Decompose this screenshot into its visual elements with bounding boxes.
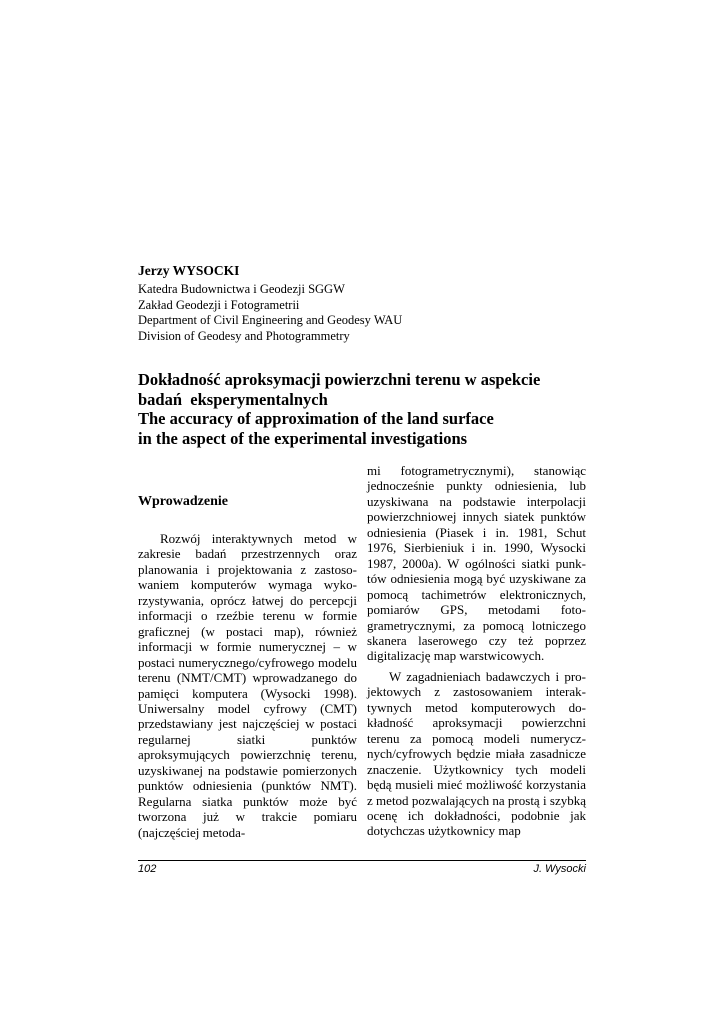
running-author: J. Wysocki	[533, 863, 586, 875]
section-heading: Wprowadzenie	[138, 494, 228, 509]
page-number: 102	[138, 863, 157, 875]
affiliation-line: Zakład Geodezji i Fotogrametrii	[138, 297, 300, 312]
body-paragraph: mi fotogrametrycznymi), stanowiąc jednocześnie punkty odniesienia, lub uzyskiwana na podstawie interpolacji powierzchniowej innych siatek punktów odniesienia (Piasek i in. 1981, Schut 1976, Sierbieniuk i in. 1990, Wysocki 1987, 2000a). W ogólności siatki punktów odniesienia mogą być uzyskiwane za pomocą tachimetrów elektronicznych, pomiarów GPS, metodami fotogrametrycznymi, za pomocą lotniczego skanera laserowego czy też poprzez digitalizację map warstwicowych.	[367, 463, 586, 664]
title-line-english-1: The accuracy of approximation of the land surface	[138, 409, 494, 428]
affiliation-block	[138, 282, 598, 344]
affiliation-line: Katedra Budownictwa i Geodezji SGGW	[138, 282, 345, 296]
affiliation-line: Department of Civil Engineering and Geodesy WAU	[138, 313, 403, 327]
paper-title	[138, 370, 598, 448]
left-column	[138, 463, 357, 840]
title-line-english-2: in the aspect of the experimental investigations	[138, 428, 468, 448]
body-paragraph: Rozwój interaktywnych metod w zakresie badań przestrzennych oraz planowania i projektowania z zastosowaniem komputerów wymaga wykorzystywania, oprócz łatwej do percepcji informacji o rzeźbie terenu w formie graficznej (w postaci map), również informacji w formie numerycznej – w postaci numerycznego/cyfrowego modelu terenu (NMT/CMT) wprowadzanego do pamięci komputera (Wysocki 1998). Uniwersalny model cyfrowy (CMT) przedstawiany jest najczęściej w postaci regularnej siatki punktów aproksymujących powierzchnię terenu, uzyskiwanej na podstawie pomierzonych punktów odniesienia (punktów NMT). Regularna siatka punktów może być tworzona już w trakcie pomiaru (najczęściej metoda-	[138, 531, 357, 840]
title-line-polish-2: badań eksperymentalnych	[138, 389, 328, 409]
footer-rule	[138, 860, 586, 861]
right-column	[367, 463, 586, 839]
author-name: Jerzy WYSOCKI	[138, 263, 240, 278]
body-paragraph: W zagadnieniach badawczych i projektowych z zastosowaniem interaktywnych metod komputerowych dokładność aproksymacji powierzchni terenu za pomocą modeli numerycznych/cyfrowych będzie miała zasadnicze znaczenie. Użytkownicy tych modeli będą musieli mieć możliwość korzystania z metod pozwalających na prostą i szybką ocenę ich dokładności, podobnie jak dotychczas użytkownicy map	[367, 668, 586, 839]
title-line-polish-1: Dokładność aproksymacji powierzchni terenu w aspekcie	[138, 370, 541, 389]
affiliation-line: Division of Geodesy and Photogrammetry	[138, 328, 350, 343]
